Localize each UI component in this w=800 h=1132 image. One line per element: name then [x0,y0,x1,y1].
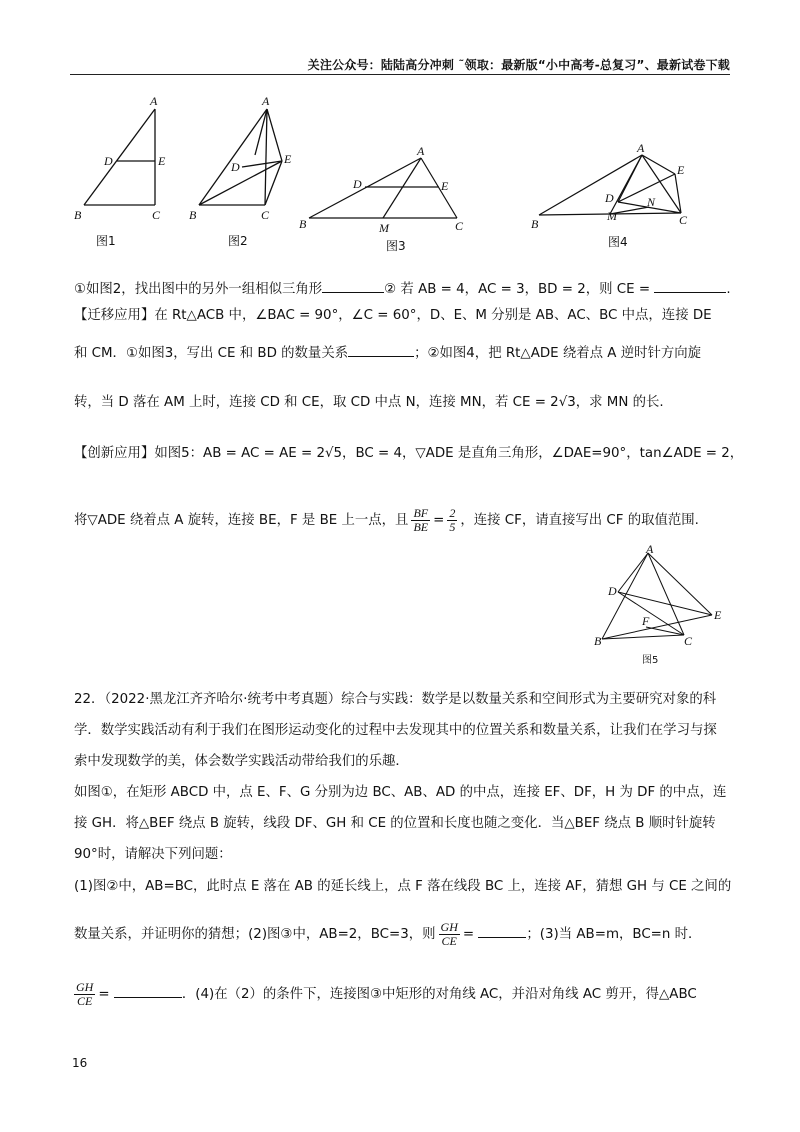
fig3-label-a: A [417,144,425,158]
fig4-label-n: N [647,195,656,209]
page-number: 16 [72,1056,88,1070]
fig5-label-a: A [646,542,654,556]
fraction-gh-ce: $\frac{GH}{CE}$ [440,919,458,948]
figure-5 [590,542,730,670]
fig1-caption: 图1 [96,234,116,248]
fig2-label-e: E [284,152,292,166]
fig2-label-b: B [189,208,197,222]
fig4-label-c: C [679,213,688,227]
page-header: 关注公众号：陆陆高分冲刺 ˜领取：最新版“小中高考-总复习”、最新试卷下载 [307,58,730,72]
text-line-3: 和 CM．①如图3，写出 CE 和 BD 的数量关系 ；②如图4，把 Rt△ADE 绕着点 A 逆时针方向旋 [74,342,740,364]
fig4-label-m: M [607,209,617,223]
fig1-label-c: C [152,208,161,222]
fig4-caption: 图4 [608,235,628,249]
fig2-label-a: A [262,94,270,108]
fig4-label-e: E [677,163,685,177]
fraction-bf-be: $\frac{BF}{BE}$ [413,505,429,534]
fig2-caption: 图2 [228,234,248,248]
fig1-label-e: E [158,154,166,168]
fig2-label-d: D [231,160,240,174]
figure-1 [70,95,180,255]
question-22-part-1: (1)图②中，AB=BC，此时点 E 落在 AB 的延长线上，点 F 落在线段 BC 上，连接 AF，猜想 GH 与 CE 之间的 [74,879,732,894]
fig3-label-m: M [379,221,389,235]
figure-2 [185,95,305,255]
fig5-caption: 图5 [642,655,659,666]
fig5-label-e: E [714,608,722,622]
fig4-label-d: D [605,191,614,205]
fig1-label-a: A [150,94,158,108]
fig3-label-c: C [455,219,464,233]
fig1-label-b: B [74,208,82,222]
text-line-4: 转，当 D 落在 AM 上时，连接 CD 和 CE，取 CD 中点 N，连接 MN，若 CE = 2√3，求 MN 的长. [74,395,664,410]
figure-3 [295,140,470,255]
question-22-intro: 22．（2022·黑龙江齐齐哈尔·统考中考真题）综合与实践：数学是以数量关系和空间形式为主要研究对象的科学．数学实践活动有利于我们在图形运动变化的过程中去发现其中的位置关系和数量关系，让我们在学习与探索中发现数学的美，体会数学实践活动带给我们的乐趣． [74,692,717,769]
fig5-label-f: F [642,614,650,628]
figure-4 [525,140,700,255]
text-line-6: 将▽ADE 绕着点 A 旋转，连接 BE，F 是 BE 上一点，且 $\frac{BF}{BE}$ = $\frac{2}{5}$ ，连接 CF，请直接写出 CF 的取值范围. [74,505,699,534]
fig2-label-c: C [261,208,270,222]
fraction-two-fifths: $\frac{2}{5}$ [449,505,456,534]
fig3-label-b: B [299,217,307,231]
fig5-label-d: D [608,584,617,598]
fraction-gh-ce-2: $\frac{GH}{CE}$ [76,979,94,1008]
fig3-label-d: D [353,177,362,191]
header-rule [70,74,730,75]
fig5-label-c: C [684,634,693,648]
fig4-label-b: B [531,217,539,231]
question-22-part-3: $\frac{GH}{CE}$ = ．(4)在（2）的条件下，连接图③中矩形的对角线 AC，并沿对角线 AC 剪开，得△ABC [76,979,697,1008]
text-line-5: 【创新应用】如图5：AB = AC = AE = 2√5，BC = 4，▽ADE 是直角三角形，∠DAE=90°，tan∠ADE = 2， [74,446,744,461]
text-line-2: 【迁移应用】在 Rt△ACB 中，∠BAC = 90°，∠C = 60°，D、E、M 分别是 AB、AC、BC 中点，连接 DE [74,308,712,323]
question-22-part-2: 数量关系，并证明你的猜想；(2)图③中，AB=2，BC=3，则 $\frac{GH}{CE}$ = ；(3)当 AB=m，BC=n 时． [74,919,702,948]
fig4-label-a: A [637,141,645,155]
text-line-1: ①如图2，找出图中的另外一组相似三角形 ② 若 AB = 4，AC = 3，BD = 2，则 CE = . [74,278,740,300]
fig1-label-d: D [104,154,113,168]
fig1-ab [84,109,155,205]
fig3-label-e: E [441,179,449,193]
fig5-label-b: B [594,634,602,648]
fig3-caption: 图3 [386,239,406,253]
question-22-setup: 如图①，在矩形 ABCD 中，点 E、F、G 分别为边 BC、AB、AD 的中点，连接 EF、DF，H 为 DF 的中点，连接 GH．将△BEF 绕点 B 旋转，线段 DF、GH 和 CE 的位置和长度也随之变化．当△BEF 绕点 B 顺时针旋转 90°时，请解决下列问题： [74,785,727,862]
